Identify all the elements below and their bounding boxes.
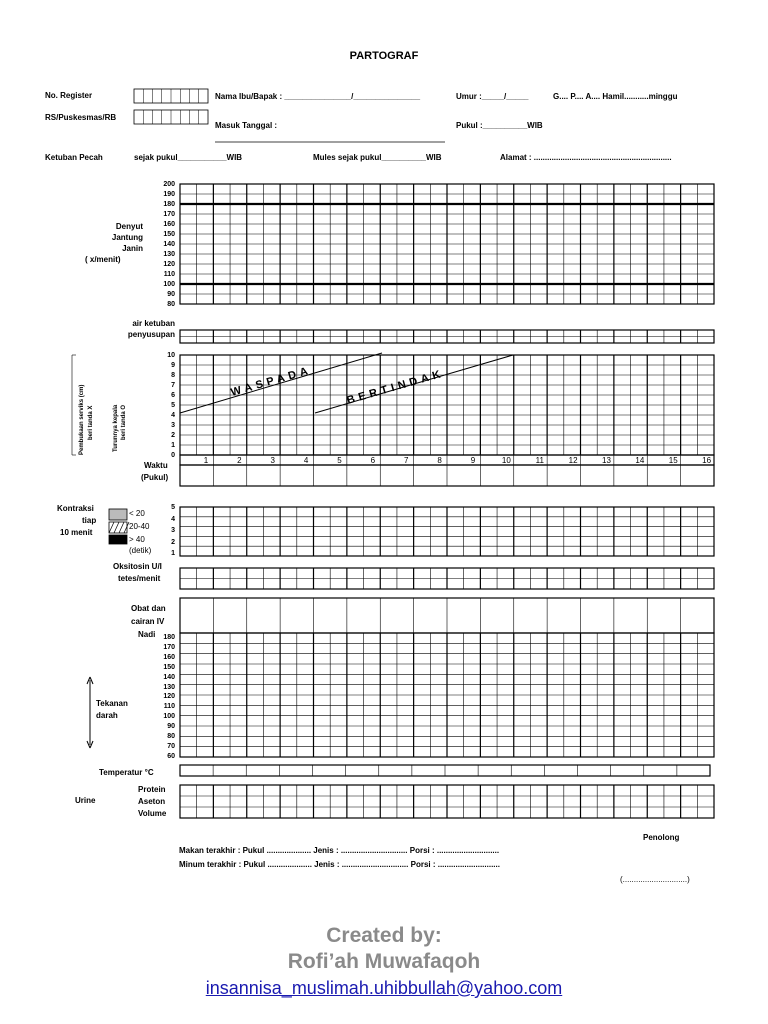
hour-label: 5 (337, 456, 342, 465)
djj-scale-label: 150 (163, 231, 175, 238)
signature-line: (.............................) (620, 875, 690, 884)
nadi-scale-label: 180 (163, 634, 175, 641)
turunnya-kepala-label: Turunnya kepala (113, 404, 119, 452)
volume-label: Volume (138, 809, 167, 818)
cervix-scale-label: 0 (171, 452, 175, 459)
hour-label: 14 (635, 456, 645, 465)
hour-label: 12 (568, 456, 578, 465)
nadi-label: Nadi (138, 630, 156, 639)
nadi-scale-label: 100 (163, 713, 175, 721)
cervix-scale-label: 5 (171, 402, 175, 409)
ketuban-pecah-label: Ketuban Pecah (45, 153, 103, 162)
djj-scale-label: 80 (167, 301, 175, 308)
legend-dotted (109, 509, 127, 520)
temperatur-label: Temperatur °C (99, 768, 154, 777)
djj-label-2: Jantung (111, 233, 143, 242)
legend-solid (109, 535, 127, 544)
hour-label: 11 (535, 456, 544, 465)
cervix-scale-label: 9 (171, 362, 175, 369)
kontraksi-scale-label: 5 (171, 504, 175, 511)
air-ketuban-label: air ketuban (132, 319, 175, 328)
no-register-label: No. Register (45, 91, 93, 100)
nadi-scale-label: 130 (163, 683, 175, 691)
cervix-scale-label: 1 (171, 442, 175, 449)
hour-label: 1 (203, 456, 209, 465)
author-email[interactable]: insannisa_muslimah.uhibbullah@yahoo.com (205, 978, 563, 998)
nadi-scale-label: 120 (163, 693, 175, 701)
nama-label: Nama Ibu/Bapak : _______________/_______________ (215, 92, 421, 101)
legend-20-40: 20-40 (129, 522, 150, 531)
kontraksi-scale-label: 3 (171, 527, 175, 534)
cervix-scale-label: 2 (171, 432, 175, 439)
darah-label: darah (96, 711, 118, 720)
djj-label-4: ( x/menit) (85, 255, 121, 264)
page-title: PARTOGRAF (349, 50, 419, 62)
djj-scale-label: 120 (163, 261, 175, 268)
nadi-scale-label: 140 (163, 673, 175, 681)
sejak-pukul-label: sejak pukul___________WIB (134, 153, 243, 162)
hour-label: 3 (270, 456, 275, 465)
cervix-scale-label: 3 (171, 422, 175, 429)
obat-label: Obat dan (131, 604, 166, 613)
kontraksi-scale-label: 4 (171, 515, 175, 523)
kontraksi-scale-label: 1 (171, 550, 175, 557)
djj-scale-label: 160 (163, 221, 175, 228)
gpa-label: G.... P.... A.... Hamil...........minggu (553, 92, 678, 101)
hour-label: 9 (470, 456, 476, 465)
djj-scale-label: 200 (163, 181, 175, 188)
tetes-label: tetes/menit (118, 574, 161, 583)
djj-scale-label: 140 (163, 241, 175, 248)
tanda-x-label: beri tanda X (88, 405, 94, 440)
cervix-scale-label: 8 (171, 372, 175, 379)
hour-label: 8 (437, 456, 442, 465)
hour-label: 2 (237, 456, 242, 465)
cervix-scale-label: 10 (167, 352, 175, 359)
tanda-o-label: beri tanda O (121, 404, 127, 440)
oksitosin-label: Oksitosin U/I (113, 562, 162, 571)
created-by: Created by: (326, 924, 442, 947)
cervix-scale-label: 6 (171, 392, 175, 399)
kontraksi-scale-label: 2 (171, 538, 175, 546)
umur-label: Umur :_____/_____ (456, 92, 529, 101)
nadi-scale-label: 150 (163, 663, 175, 671)
nadi-scale-label: 90 (167, 723, 175, 731)
protein-label: Protein (138, 785, 166, 794)
pukul-time-label: (Pukul) (141, 473, 169, 482)
djj-label-1: Denyut (115, 222, 143, 231)
nadi-scale-label: 80 (167, 733, 175, 740)
nadi-scale-label: 60 (167, 752, 175, 760)
djj-label-3: Janin (122, 244, 143, 253)
cervix-scale-label: 4 (171, 412, 175, 419)
urine-label: Urine (75, 796, 96, 805)
djj-scale-label: 100 (163, 281, 175, 288)
minum-terakhir: Minum terakhir : Pukul .................... Jenis : .............................. Porsi : ............................ (179, 860, 500, 869)
alamat-label: Alamat : .............................................................. (500, 153, 672, 162)
cairan-label: cairan IV (131, 617, 165, 626)
legend-gt40: > 40 (129, 535, 145, 544)
mules-label: Mules sejak pukul__________WIB (313, 153, 442, 162)
hour-label: 4 (303, 456, 309, 465)
djj-scale-label: 90 (167, 291, 175, 298)
kontraksi-10menit-label: 10 menit (60, 528, 93, 537)
waktu-label: Waktu (144, 461, 168, 470)
hour-label: 6 (370, 456, 376, 465)
nadi-scale-label: 170 (163, 643, 175, 651)
hour-label: 13 (602, 456, 611, 465)
djj-scale-label: 180 (163, 201, 175, 208)
kontraksi-tiap-label: tiap (82, 516, 97, 525)
legend-lt20: < 20 (129, 509, 145, 518)
makan-terakhir: Makan terakhir : Pukul .................... Jenis : .............................. Porsi : ............................ (179, 846, 500, 855)
waspada-text: WASPADA (229, 364, 314, 399)
tekanan-label: Tekanan (96, 699, 128, 708)
bertindak-text: BERTINDAK (345, 367, 446, 407)
hour-label: 16 (702, 456, 712, 465)
kontraksi-label: Kontraksi (57, 504, 94, 513)
hour-label: 15 (668, 456, 678, 465)
pembukaan-label: Pembukaan serviks (cm) (79, 384, 85, 455)
djj-scale-label: 130 (163, 251, 175, 258)
nadi-scale-label: 110 (163, 703, 175, 711)
cervix-scale-label: 7 (171, 382, 175, 389)
penyusupan-label: penyusupan (127, 330, 175, 339)
hour-label: 10 (501, 456, 511, 465)
djj-scale-label: 190 (163, 191, 175, 198)
legend-detik: (detik) (129, 546, 152, 555)
author-name: Rofi’ah Muwafaqoh (287, 950, 481, 973)
masuk-tanggal-label: Masuk Tanggal : (215, 121, 278, 130)
nadi-scale-label: 70 (167, 742, 175, 750)
hour-label: 7 (404, 456, 409, 465)
djj-scale-label: 110 (163, 271, 175, 278)
penolong-label: Penolong (643, 833, 680, 842)
djj-scale-label: 170 (163, 211, 175, 218)
rs-label: RS/Puskesmas/RB (45, 113, 117, 122)
nadi-scale-label: 160 (163, 653, 175, 661)
aseton-label: Aseton (138, 797, 166, 806)
pukul-label: Pukul :__________WIB (456, 121, 543, 130)
